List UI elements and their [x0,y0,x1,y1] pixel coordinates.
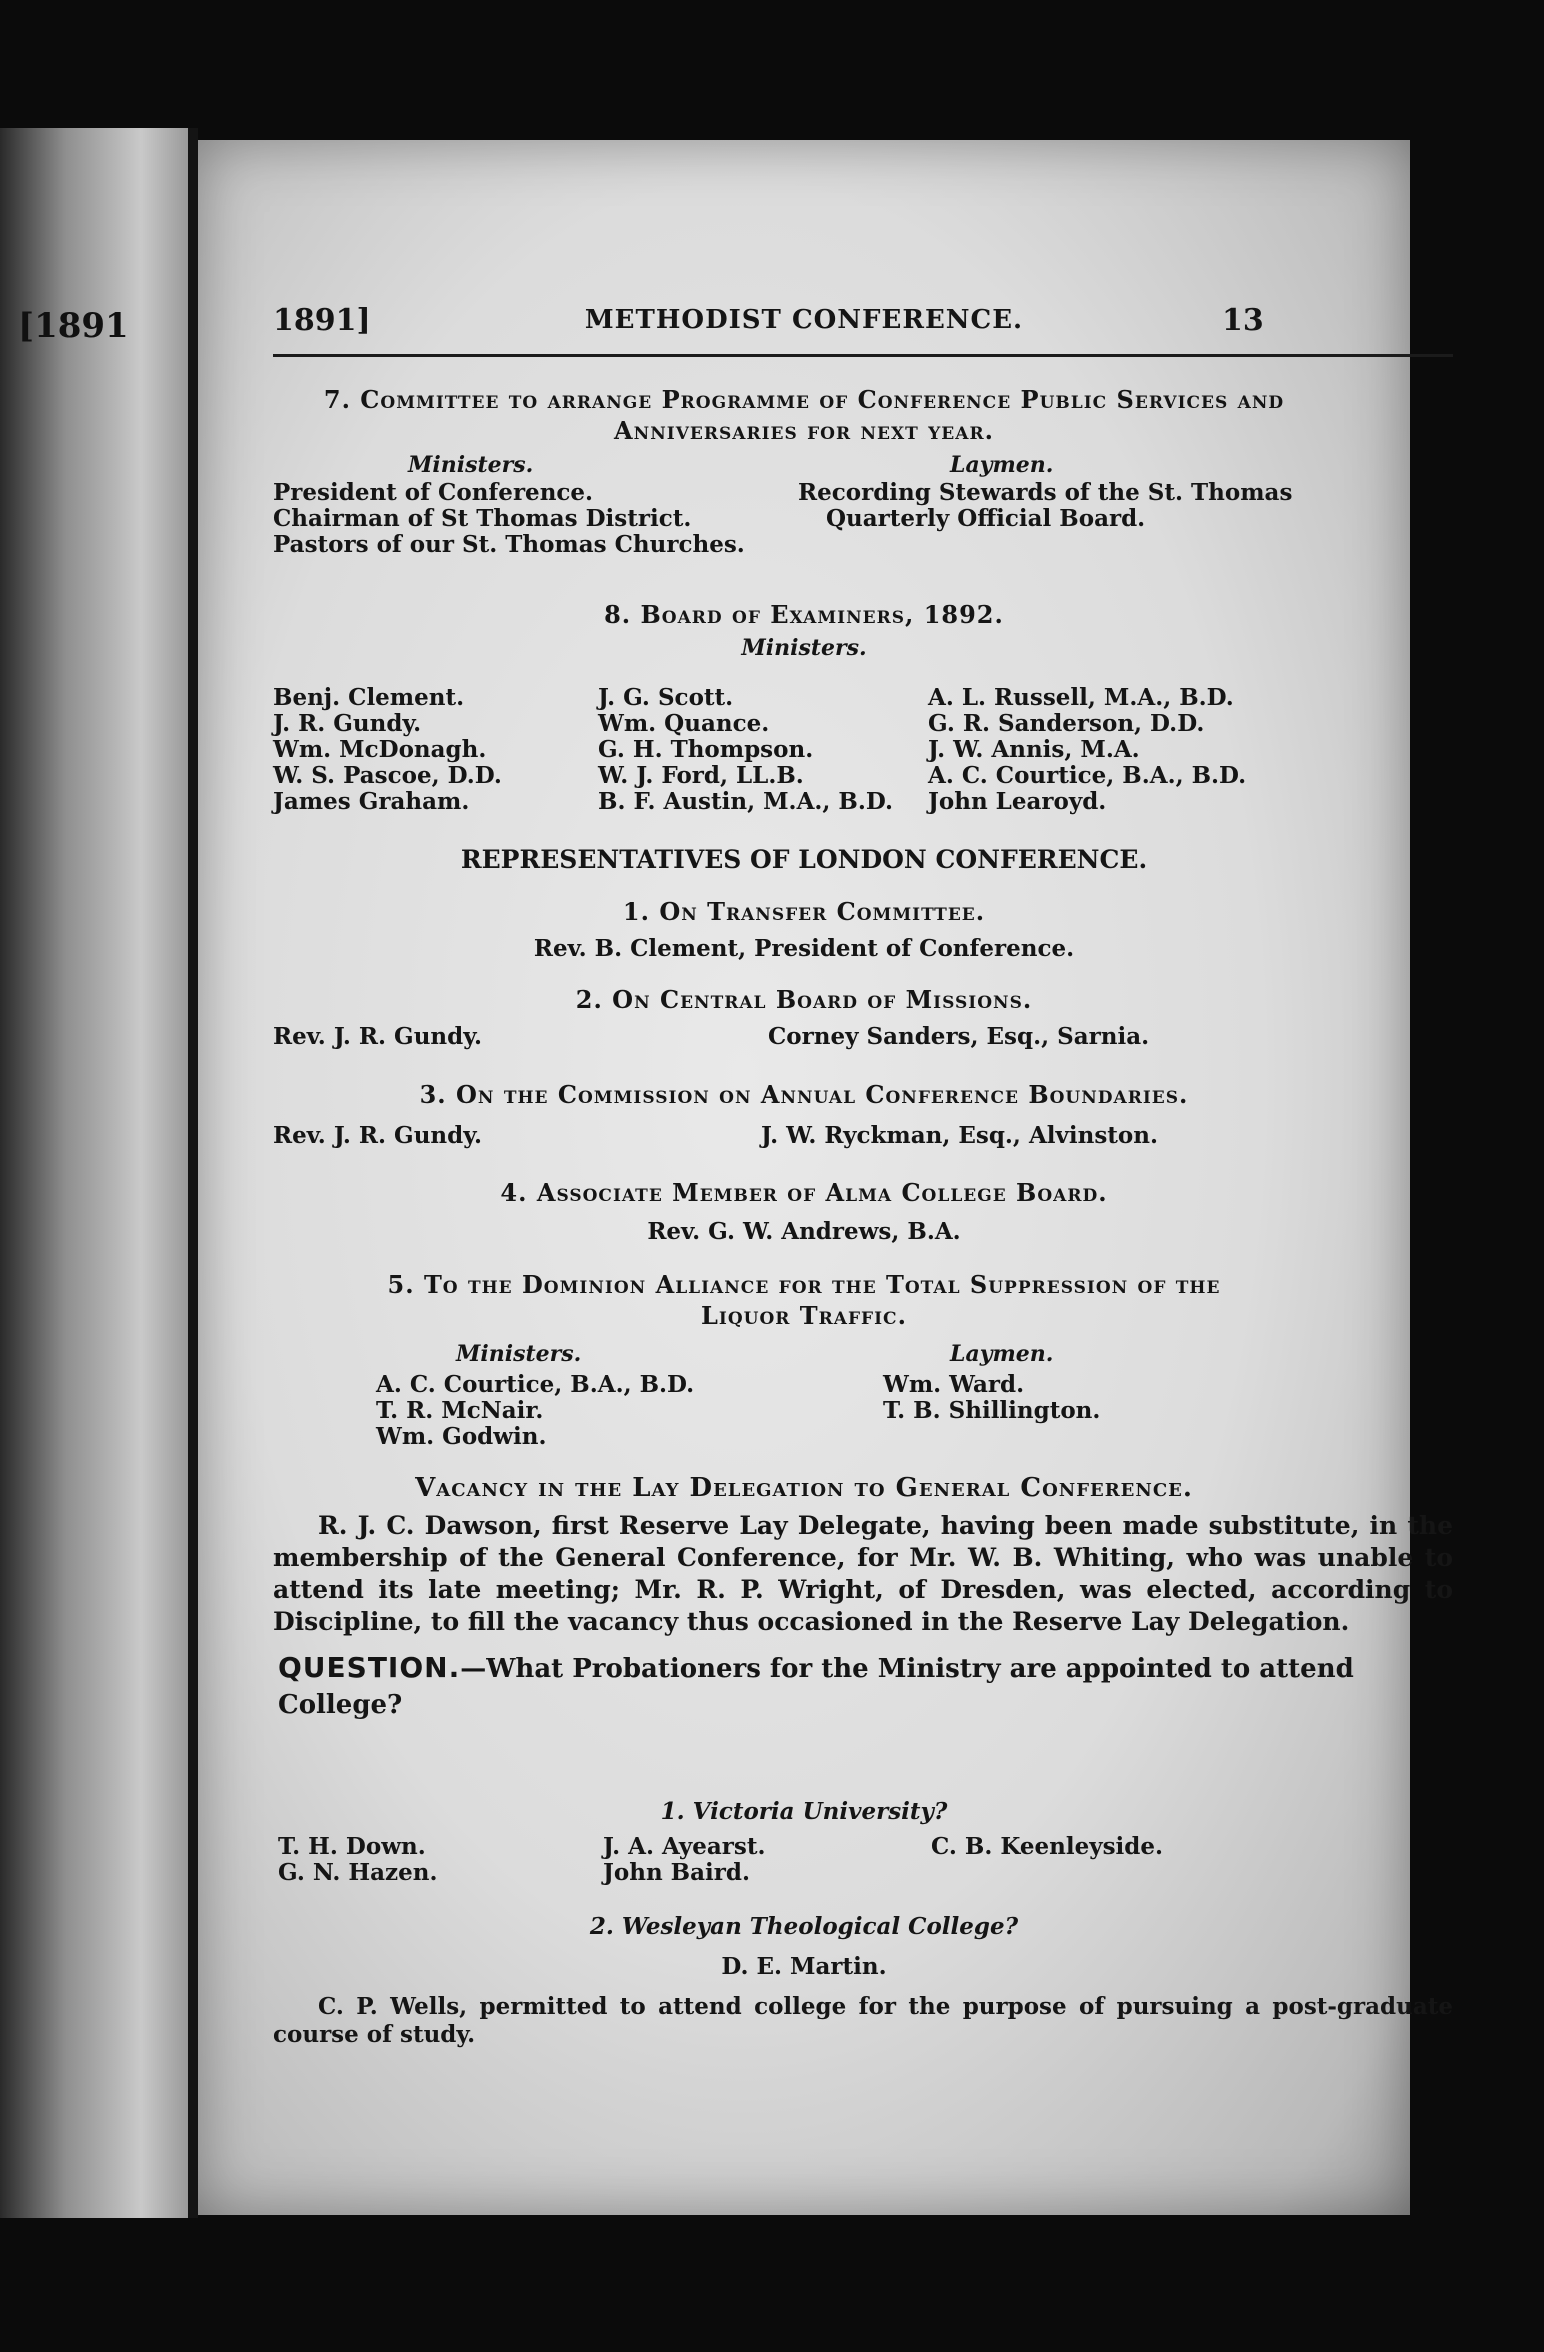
vacancy-paragraph: R. J. C. Dawson, first Reserve Lay Delegate, having been made substitute, in the membership of the General Conference, for Mr. W. B. Whiting, who was unable to attend its late meeting; Mr. R. P. Wright, of Dresden, was elected, according to Discipline, to fill the vacancy thus occasioned in the Reserve Lay Delegation. [273,1511,1453,1636]
victoria-column-3 [931,1834,1163,1860]
s8-column-1 [273,685,502,815]
list-item: J. R. Gundy. [273,710,422,737]
s5-laymen-heading: Laymen. [950,1341,1054,1367]
list-item: James Graham. [273,788,470,815]
reps-s5-title-line2: Liquor Traffic. [701,1301,907,1330]
list-item: Wm. Quance. [598,710,770,737]
list-item: G. H. Thompson. [598,736,814,763]
list-item: W. S. Pascoe, D.D. [273,762,502,789]
list-item: Wm. Ward. [883,1371,1025,1398]
list-item: A. C. Courtice, B.A., B.D. [928,762,1247,789]
reps-s4-title: 4. Associate Member of Alma College Board. [500,1178,1108,1207]
list-item: W. J. Ford, LL.B. [598,762,804,789]
list-item: Quarterly Official Board. [826,505,1146,532]
list-item: T. R. McNair. [376,1397,544,1424]
reps-s1-title: 1. On Transfer Committee. [622,897,986,926]
reps-s2-title: 2. On Central Board of Missions. [575,985,1033,1014]
list-item: Wm. McDonagh. [273,736,487,763]
header-year: 1891] [273,303,371,338]
list-item: Recording Stewards of the St. Thomas [798,479,1293,506]
vacancy-title: Vacancy in the Lay Delegation to General Conference. [415,1473,1193,1503]
reps-s5-title-line1: 5. To the Dominion Alliance for the Total Suppression of the [387,1270,1221,1299]
list-item: G. R. Sanderson, D.D. [928,710,1205,737]
list-item: C. B. Keenleyside. [931,1833,1163,1860]
left-page-margin [0,128,188,2218]
list-item: G. N. Hazen. [278,1859,438,1886]
page-number: 13 [1222,303,1264,338]
list-item: A. L. Russell, M.A., B.D. [928,684,1234,711]
s8-title: 8. Board of Examiners, 1892. [604,600,1004,629]
s5-ministers-heading: Ministers. [456,1341,582,1367]
s7-title-line1: 7. Committee to arrange Programme of Conference Public Services and [323,385,1285,414]
reps-s3-title: 3. On the Commission on Annual Conference Boundaries. [419,1080,1189,1109]
s7-laymen-list [798,480,1292,532]
list-item: A. C. Courtice, B.A., B.D. [376,1371,695,1398]
reps-s3-left: Rev. J. R. Gundy. [273,1122,482,1149]
list-item: Benj. Clement. [273,684,465,711]
list-item: J. G. Scott. [598,684,734,711]
list-item: John Learoyd. [928,788,1107,815]
s5-ministers-list [376,1372,694,1450]
list-item: J. A. Ayearst. [603,1833,766,1860]
list-item: Wm. Godwin. [376,1423,547,1450]
s5-laymen-list [883,1372,1100,1424]
reps-s4-body: Rev. G. W. Andrews, B.A. [647,1218,961,1245]
reps-s2-left: Rev. J. R. Gundy. [273,1023,482,1050]
list-item: J. W. Annis, M.A. [928,736,1140,763]
s8-column-2 [598,685,893,815]
victoria-column-2 [603,1834,765,1886]
list-item: Pastors of our St. Thomas Churches. [273,531,745,558]
list-item: John Baird. [603,1859,750,1886]
s7-laymen-heading: Laymen. [950,452,1054,478]
s7-ministers-list [273,480,745,558]
question-block [278,1650,1448,1723]
running-title: METHODIST CONFERENCE. [584,305,1024,335]
victoria-title: 1. Victoria University? [660,1798,948,1825]
question-text: —What Probationers for the Ministry are appointed to attend College? [278,1654,1354,1720]
reps-s3-right: J. W. Ryckman, Esq., Alvinston. [761,1122,1158,1149]
s7-title-line2: Anniversaries for next year. [614,416,994,445]
s7-ministers-heading: Ministers. [408,452,534,478]
list-item: Chairman of St Thomas District. [273,505,692,532]
header-rule [273,354,1453,357]
s8-ministers-heading: Ministers. [741,635,867,661]
reps-title: REPRESENTATIVES OF LONDON CONFERENCE. [460,845,1148,874]
wesleyan-body: D. E. Martin. [721,1953,887,1980]
reps-s2-right: Corney Sanders, Esq., Sarnia. [768,1023,1150,1050]
question-label: QUESTION. [278,1651,461,1684]
list-item: T. B. Shillington. [883,1397,1101,1424]
list-item: T. H. Down. [278,1833,426,1860]
s8-column-3 [928,685,1246,815]
victoria-column-1 [278,1834,437,1886]
book-gutter [188,128,198,2218]
reps-s1-body: Rev. B. Clement, President of Conference. [533,935,1075,962]
wells-note: C. P. Wells, permitted to attend college for the purpose of pursuing a post-graduate course of study. [273,1993,1453,2048]
list-item: President of Conference. [273,479,594,506]
left-page-header: [1891 [18,306,129,346]
list-item: B. F. Austin, M.A., B.D. [598,788,894,815]
wesleyan-title: 2. Wesleyan Theological College? [589,1913,1019,1940]
book-page [198,140,1453,2215]
